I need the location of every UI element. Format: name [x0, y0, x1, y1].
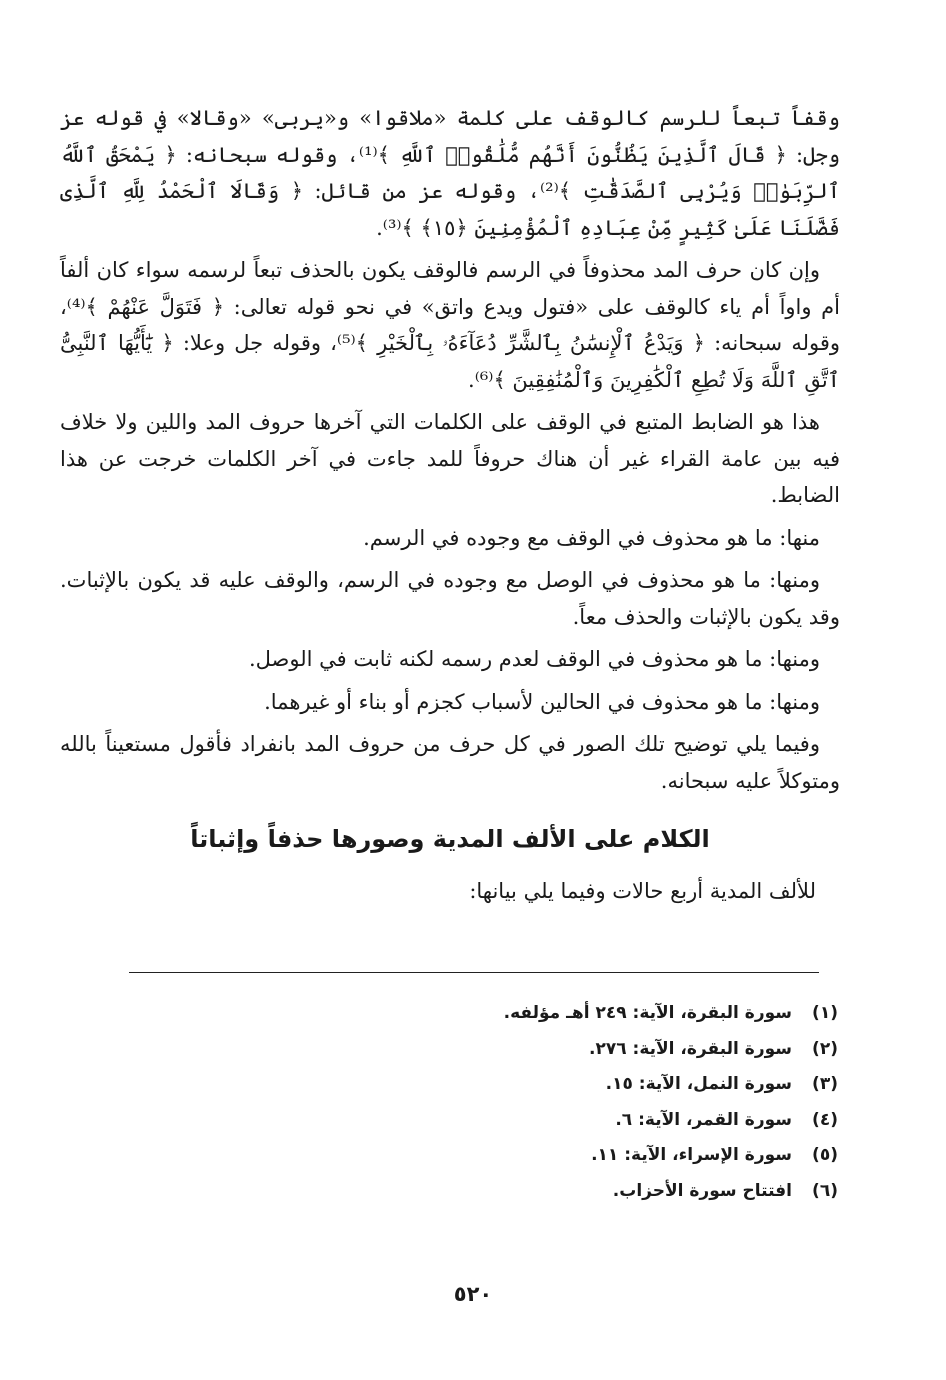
section-heading: الكلام على الألف المدية وصورها حذفاً وإثباتاً: [190, 825, 710, 853]
paragraph-case-4: ومنها: ما هو محذوف في الحالين لأسباب كجزم أو بناء أو غيرهما.: [264, 689, 820, 714]
footnote-item: [238, 1174, 838, 1210]
page-body: [60, 100, 840, 909]
footnote-text: سورة الإسراء، الآية: ١١.: [591, 1145, 792, 1165]
footnote-text: سورة البقرة، الآية: ٢٧٦.: [589, 1038, 792, 1059]
footnote-text: افتتاح سورة الأحزاب.: [612, 1180, 792, 1201]
footnote-number: (١): [812, 1003, 838, 1023]
footnote-divider: [129, 972, 819, 973]
page-number: ٥٢٠: [453, 1282, 493, 1306]
footnote-item: [238, 996, 838, 1032]
footnote-item: [238, 1138, 838, 1174]
paragraph-quran-examples-1: وقفاً تبعاً للرسم كالوقف على كلمة «ملاقوا» و«يربى» «وقالا» في قوله عز وجل: ﴿ قَالَ ٱلَّذِينَ يَظُنُّونَ أَنَّهُم مُّلَٰقُوا۟ ٱللَّهِ ﴾⁽¹⁾، وقوله سبحانه: ﴿ يَمْحَقُ ٱللَّهُ ٱلرِّبَوٰا۟ وَيُرْبِى ٱلصَّدَقَٰتِ ﴾⁽²⁾، وقوله عز من قائل: ﴿ وَقَالَا ٱلْحَمْدُ لِلَّهِ ٱلَّذِى فَضَّلَنَا عَلَىٰ كَثِيرٍ مِّنْ عِبَادِهِ ٱلْمُؤْمِنِينَ ﴿١٥﴾ ﴾⁽³⁾.: [60, 106, 840, 240]
section-intro: للألف المدية أربع حالات وفيما يلي بيانها:: [469, 879, 816, 903]
footnote-item: [238, 1067, 838, 1103]
footnotes-list: [238, 996, 838, 1209]
footnote-item: [238, 1103, 838, 1139]
footnote-text: سورة البقرة، الآية: ٢٤٩ أهـ مؤلفه.: [503, 1003, 792, 1023]
footnote-number: (٤): [812, 1109, 838, 1130]
footnote-number: (٢): [812, 1038, 838, 1059]
footnote-text: سورة النمل، الآية: ١٥.: [605, 1074, 792, 1094]
footnote-item: [238, 1032, 838, 1068]
paragraph-closing: وفيما يلي توضيح تلك الصور في كل حرف من حروف المد بانفراد فأقول مستعيناً بالله ومتوكلاً عليه سبحانه.: [60, 732, 840, 793]
paragraph-case-3: ومنها: ما هو محذوف في الوقف لعدم رسمه لكنه ثابت في الوصل.: [248, 647, 820, 671]
paragraph-quran-examples-2: وإن كان حرف المد محذوفاً في الرسم فالوقف يكون بالحذف تبعاً لرسمه سواء كان ألفاً أم واواً أم ياء كالوقف على «فتول ويدع واتق» في نحو قوله تعالى: ﴿ فَتَوَلَّ عَنْهُمْ ﴾⁽⁴⁾، وقوله سبحانه: ﴿ وَيَدْعُ ٱلْإِنسَٰنُ بِٱلشَّرِّ دُعَآءَهُۥ بِٱلْخَيْرِ ﴾⁽⁵⁾، وقوله جل وعلا: ﴿ يَٰٓأَيُّهَا ٱلنَّبِىُّ ٱتَّقِ ٱللَّهَ وَلَا تُطِعِ ٱلْكَٰفِرِينَ وَٱلْمُنَٰفِقِينَ ﴾⁽⁶⁾.: [60, 258, 840, 392]
paragraph-case-1: منها: ما هو محذوف في الوقف مع وجوده في الرسم.: [363, 525, 820, 550]
footnote-number: (٦): [812, 1180, 838, 1201]
paragraph-rule: هذا هو الضابط المتبع في الوقف على الكلمات التي آخرها حروف المد واللين ولا خلاف فيه بين عامة القراء غير أن هناك حروفاً للمد جاءت في آخر الكلمات خرجت عن هذا الضابط.: [60, 410, 840, 507]
footnote-number: (٥): [812, 1145, 838, 1165]
footnote-number: (٣): [812, 1074, 838, 1094]
footnote-text: سورة القمر، الآية: ٦.: [615, 1109, 792, 1130]
paragraph-case-2: ومنها: ما هو محذوف في الوصل مع وجوده في الرسم، والوقف عليه قد يكون بالإثبات. وقد يكون بالإثبات والحذف معاً.: [60, 568, 840, 629]
